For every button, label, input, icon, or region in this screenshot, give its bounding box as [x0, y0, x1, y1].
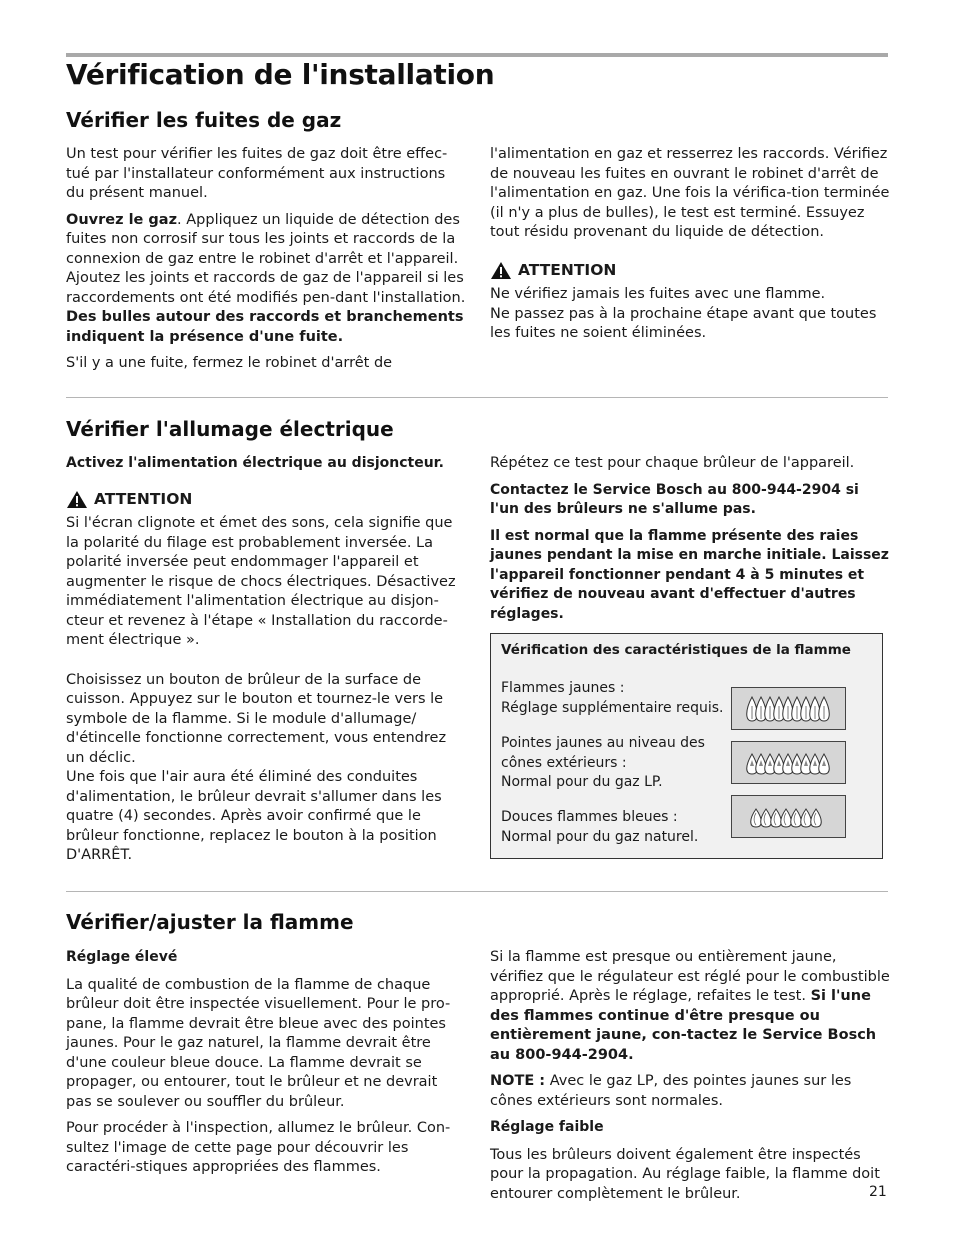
ignition-left-column — [66, 454, 466, 873]
flame-adjust-right-column — [490, 948, 892, 1211]
gas-leaks-intro: Un test pour vérifier les fuites de gaz doit être effec-tué par l'installateur conformément aux instructions du présent manuel. — [66, 146, 448, 201]
flame-characteristics-box — [490, 633, 883, 859]
ignition-lead: Activez l'alimentation électrique au disjoncteur. — [66, 455, 444, 471]
blue-flames-image — [731, 795, 846, 838]
open-gas-label: Ouvrez le gaz — [66, 211, 178, 228]
ignition-repeat: Répétez ce test pour chaque brûleur de l'appareil. — [490, 455, 855, 471]
section-divider — [66, 891, 888, 892]
warning-icon — [490, 261, 512, 280]
gas-leaks-procedure: Ouvrez le gaz. Appliquez un liquide de détection des fuites non corrosif sur tous les joints et raccords de la connexion de gaz entre le robinet d'arrêt et l'appareil. Ajoutez les joints et raccords de gaz de l'appareil si les raccordements ont été modifiés pen-dant l'installation. Des bulles autour des raccords et branchements indiquent la présence d'une fuite. — [66, 211, 466, 345]
flame-yellow-contact: Si l'une des flammes continue d'être presque ou entièrement jaune, con-tactez le Service Bosch au 800-944-2904. — [490, 988, 877, 1063]
gas-leaks-left-column — [66, 145, 466, 381]
ignition-attention-text: Si l'écran clignote et émet des sons, cela signifie que la polarité du filage est probablement inversée. La polarité inversée peut endommager l'appareil et augmenter le risque de chocs électriques. Désactivez immédiatement l'alimentation électrique au disjon-cteur et revenez à l'étape « Installation du raccorde-ment électrique ». — [66, 515, 456, 648]
flame-note: NOTE : Avec le gaz LP, des pointes jaunes sur les cônes extérieurs sont normales. — [490, 1073, 852, 1109]
flame-row-desc: Réglage supplémentaire requis. — [501, 699, 724, 716]
heading-gas-leaks: Vérifier les fuites de gaz — [66, 108, 342, 132]
attention-label: ATTENTION — [94, 489, 193, 508]
warning-icon — [66, 490, 88, 509]
flame-box-title: Vérification des caractéristiques de la flamme — [501, 642, 851, 658]
ignition-normal-yellow: Il est normal que la flamme présente des raies jaunes pendant la mise en marche initiale. Laissez l'appareil fonctionner pendant 4 à 5 minutes et vérifiez de nouveau avant d'effectuer d'autres réglages. — [490, 527, 889, 622]
ignition-air-purge: Une fois que l'air aura été éliminé des conduites d'alimentation, le brûleur devrait s'allumer dans les quatre (4) secondes. Après avoir confirmé que le brûleur fonctionne, replacez le bouton à la position D'ARRÊT. — [66, 769, 442, 863]
flame-row-label: Pointes jaunes au niveau des cônes extérieurs : — [501, 735, 705, 771]
flame-row-label: Douces flammes bleues : — [501, 809, 678, 825]
gas-leaks-attention-header — [490, 261, 890, 281]
note-label: NOTE : — [490, 1073, 546, 1089]
flame-row-desc: Normal pour du gaz naturel. — [501, 828, 699, 845]
flame-adjust-left-column — [66, 948, 466, 1185]
page-title: Vérification de l'installation — [66, 58, 495, 91]
flame-row-desc: Normal pour du gaz LP. — [501, 774, 663, 790]
ignition-attention-header — [66, 490, 466, 510]
section-divider — [66, 397, 888, 398]
gas-leaks-leak-found: S'il y a une fuite, fermez le robinet d'arrêt de — [66, 355, 393, 371]
flame-row-label: Flammes jaunes : — [501, 680, 625, 696]
flame-inspect: Pour procéder à l'inspection, allumez le brûleur. Con-sultez l'image de cette page pour découvrir les caractéri-stiques appropriées des flammes. — [66, 1120, 451, 1175]
gas-leaks-attention-line1: Ne vérifiez jamais les fuites avec une flamme. — [490, 286, 826, 302]
ignition-contact: Contactez le Service Bosch au 800-944-2904 si l'un des brûleurs ne s'allume pas. — [490, 481, 859, 517]
subheading-high-setting: Réglage élevé — [66, 949, 178, 965]
heading-flame-adjust: Vérifier/ajuster la flamme — [66, 910, 354, 934]
yellow-tips-flames-image — [731, 741, 846, 784]
flame-yellow-check: Si la flamme est presque ou entièrement jaune, vérifiez que le régulateur est réglé pour le combustible approprié. Après le réglage, refaites le test. Si l'une des flammes continue d'être presque ou entièrement jaune, con-tactez le Service Bosch au 800-944-2904. — [490, 949, 890, 1063]
subheading-low-setting: Réglage faible — [490, 1119, 604, 1135]
ignition-choose-burner: Choisissez un bouton de brûleur de la surface de cuisson. Appuyez sur le bouton et tournez-le vers le symbole de la flamme. Si le module d'allumage/ d'étincelle fonctionne correctement, vous entendrez un déclic. — [66, 671, 447, 766]
gas-leaks-right-column — [490, 145, 890, 344]
ignition-right-column — [490, 454, 890, 631]
yellow-flames-image — [731, 687, 846, 730]
heading-ignition: Vérifier l'allumage électrique — [66, 417, 394, 441]
flame-quality: La qualité de combustion de la flamme de chaque brûleur doit être inspectée visuellement. Pour le pro-pane, la flamme devrait être bleue avec des pointes jaunes. Pour le gaz naturel, la flamme devrait être d'une couleur bleue douce. La flamme devrait se propager, ou entourer, tout le brûleur et ne devrait pas se soulever ou souffler du brûleur. — [66, 976, 451, 1110]
gas-leaks-attention-line2: Ne passez pas à la prochaine étape avant que toutes les fuites ne soient éliminées. — [490, 305, 877, 341]
attention-label: ATTENTION — [518, 260, 617, 279]
flame-low: Tous les brûleurs doivent également être inspectés pour la propagation. Au réglage faible, la flamme doit entourer complètement le brûleur. — [490, 1146, 880, 1202]
bubbles-warning: Des bulles autour des raccords et branchements indiquent la présence d'une fuite. — [66, 309, 464, 345]
top-rule — [66, 53, 888, 57]
gas-leaks-retest: l'alimentation en gaz et resserrez les raccords. Vérifiez de nouveau les fuites en ouvrant le robinet d'arrêt de l'alimentation en gaz. Une fois la vérifica-tion terminée (il n'y a plus de bulles), le test est terminé. Essuyez tout résidu provenant du liquide de détection. — [490, 146, 890, 240]
page-number: 21 — [869, 1184, 887, 1200]
